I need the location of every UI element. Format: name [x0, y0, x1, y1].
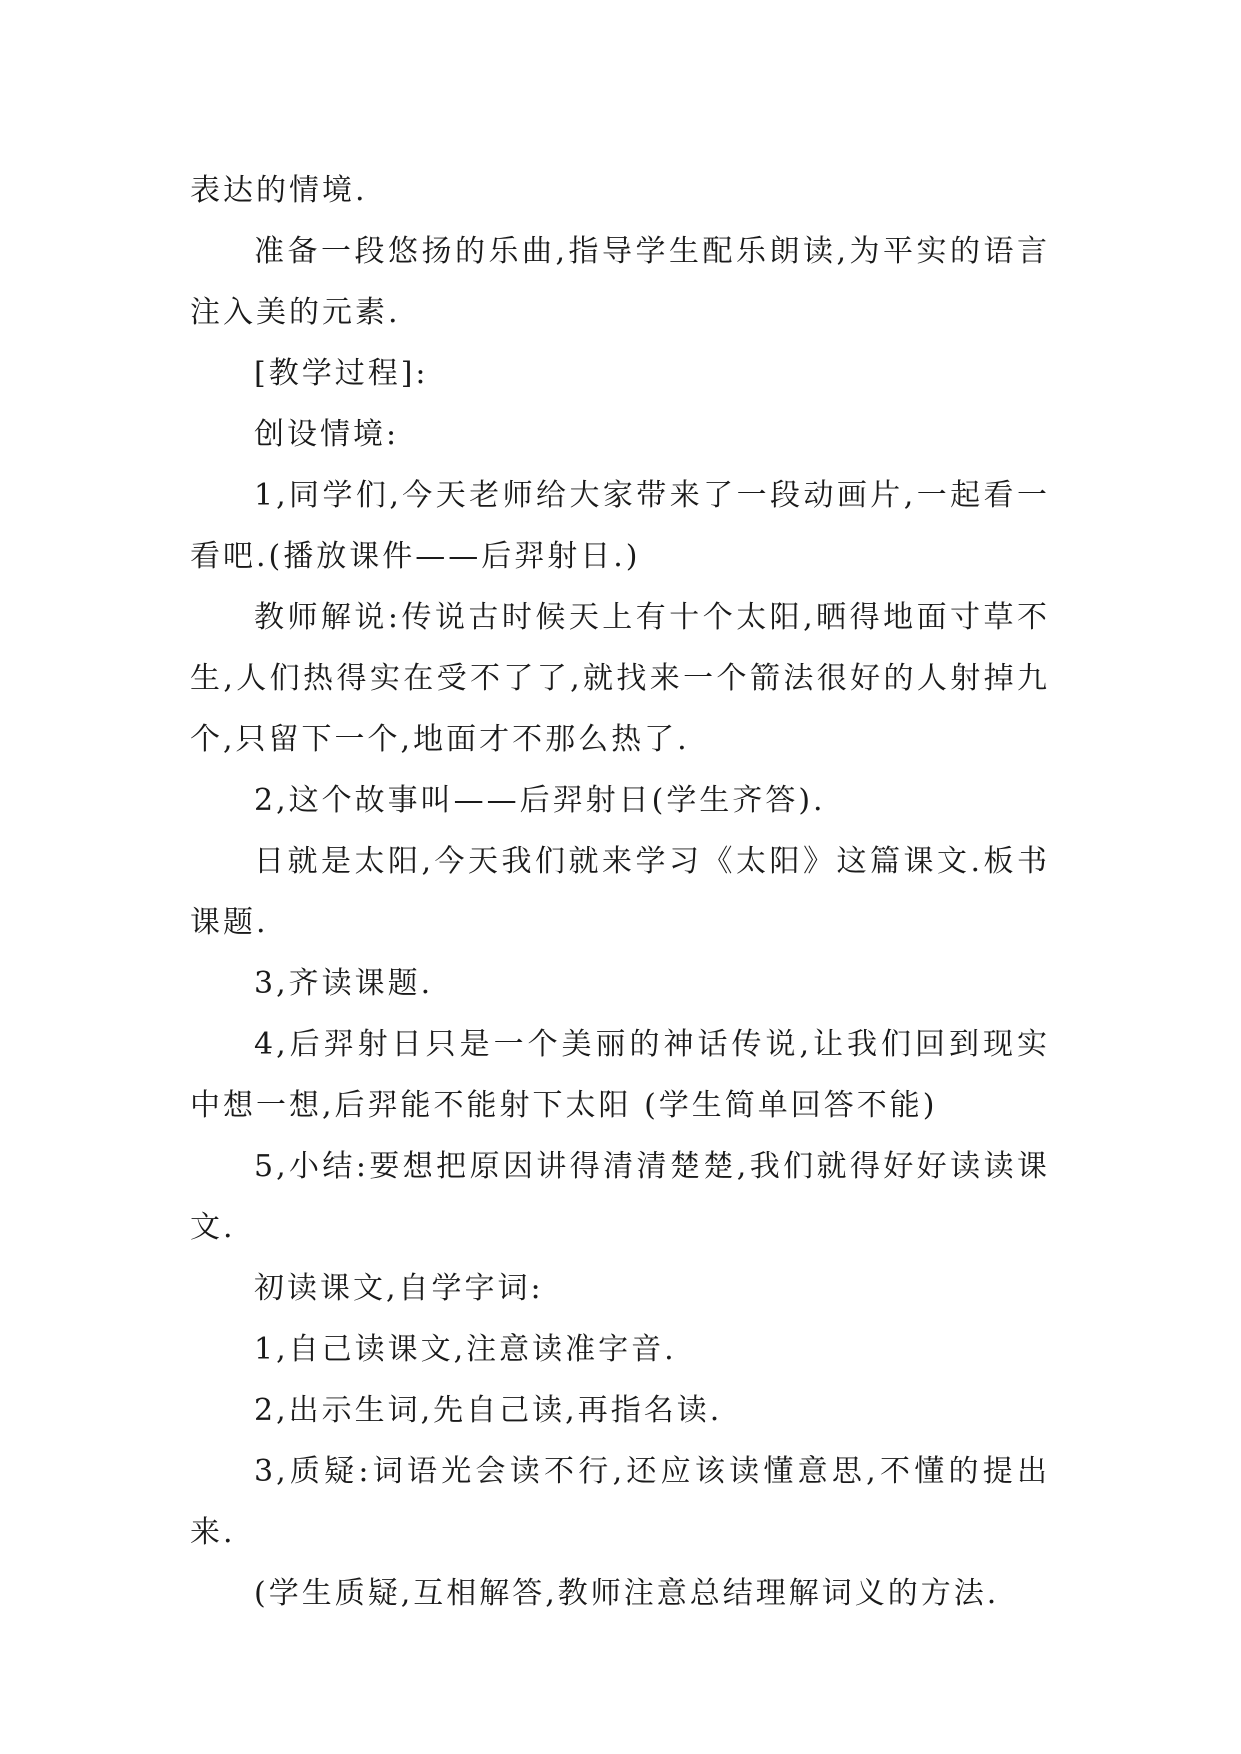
- paragraph-preparation: 准备一段悠扬的乐曲,指导学生配乐朗读,为平实的语言注入美的元素.: [190, 234, 1050, 330]
- paragraph-reading-step-2: 2,出示生词,先自己读,再指名读.: [254, 1393, 723, 1428]
- paragraph-step-2: 2,这个故事叫——后羿射日(学生齐答).: [254, 783, 826, 818]
- paragraph-step-3: 3,齐读课题.: [254, 966, 434, 1001]
- section-heading-teaching-process: [教学过程]:: [254, 356, 429, 391]
- section-heading-create-situation: 创设情境:: [254, 417, 400, 452]
- paragraph-step-1: 1,同学们,今天老师给大家带来了一段动画片,一起看一看吧.(播放课件——后羿射日.): [190, 478, 1050, 574]
- paragraph-reading-step-3: 3,质疑:词语光会读不行,还应该读懂意思,不懂的提出来.: [190, 1454, 1050, 1550]
- paragraph-step-5: 5,小结:要想把原因讲得清清楚楚,我们就得好好读读课文.: [190, 1149, 1050, 1245]
- paragraph-sun-topic: 日就是太阳,今天我们就来学习《太阳》这篇课文.板书课题.: [190, 844, 1050, 940]
- paragraph-step-4: 4,后羿射日只是一个美丽的神话传说,让我们回到现实中想一想,后羿能不能射下太阳 (学生简单回答不能): [190, 1027, 1050, 1123]
- document-body: [190, 160, 1050, 1624]
- paragraph-student-questions: (学生质疑,互相解答,教师注意总结理解词义的方法.: [254, 1576, 1000, 1611]
- paragraph-reading-step-1: 1,自己读课文,注意读准字音.: [254, 1332, 677, 1367]
- paragraph-teacher-narration: 教师解说:传说古时候天上有十个太阳,晒得地面寸草不生,人们热得实在受不了了,就找来一个箭法很好的人射掉九个,只留下一个,地面才不那么热了.: [190, 600, 1050, 757]
- section-heading-first-reading: 初读课文,自学字词:: [254, 1271, 544, 1306]
- paragraph-continuation: 表达的情境.: [190, 173, 368, 208]
